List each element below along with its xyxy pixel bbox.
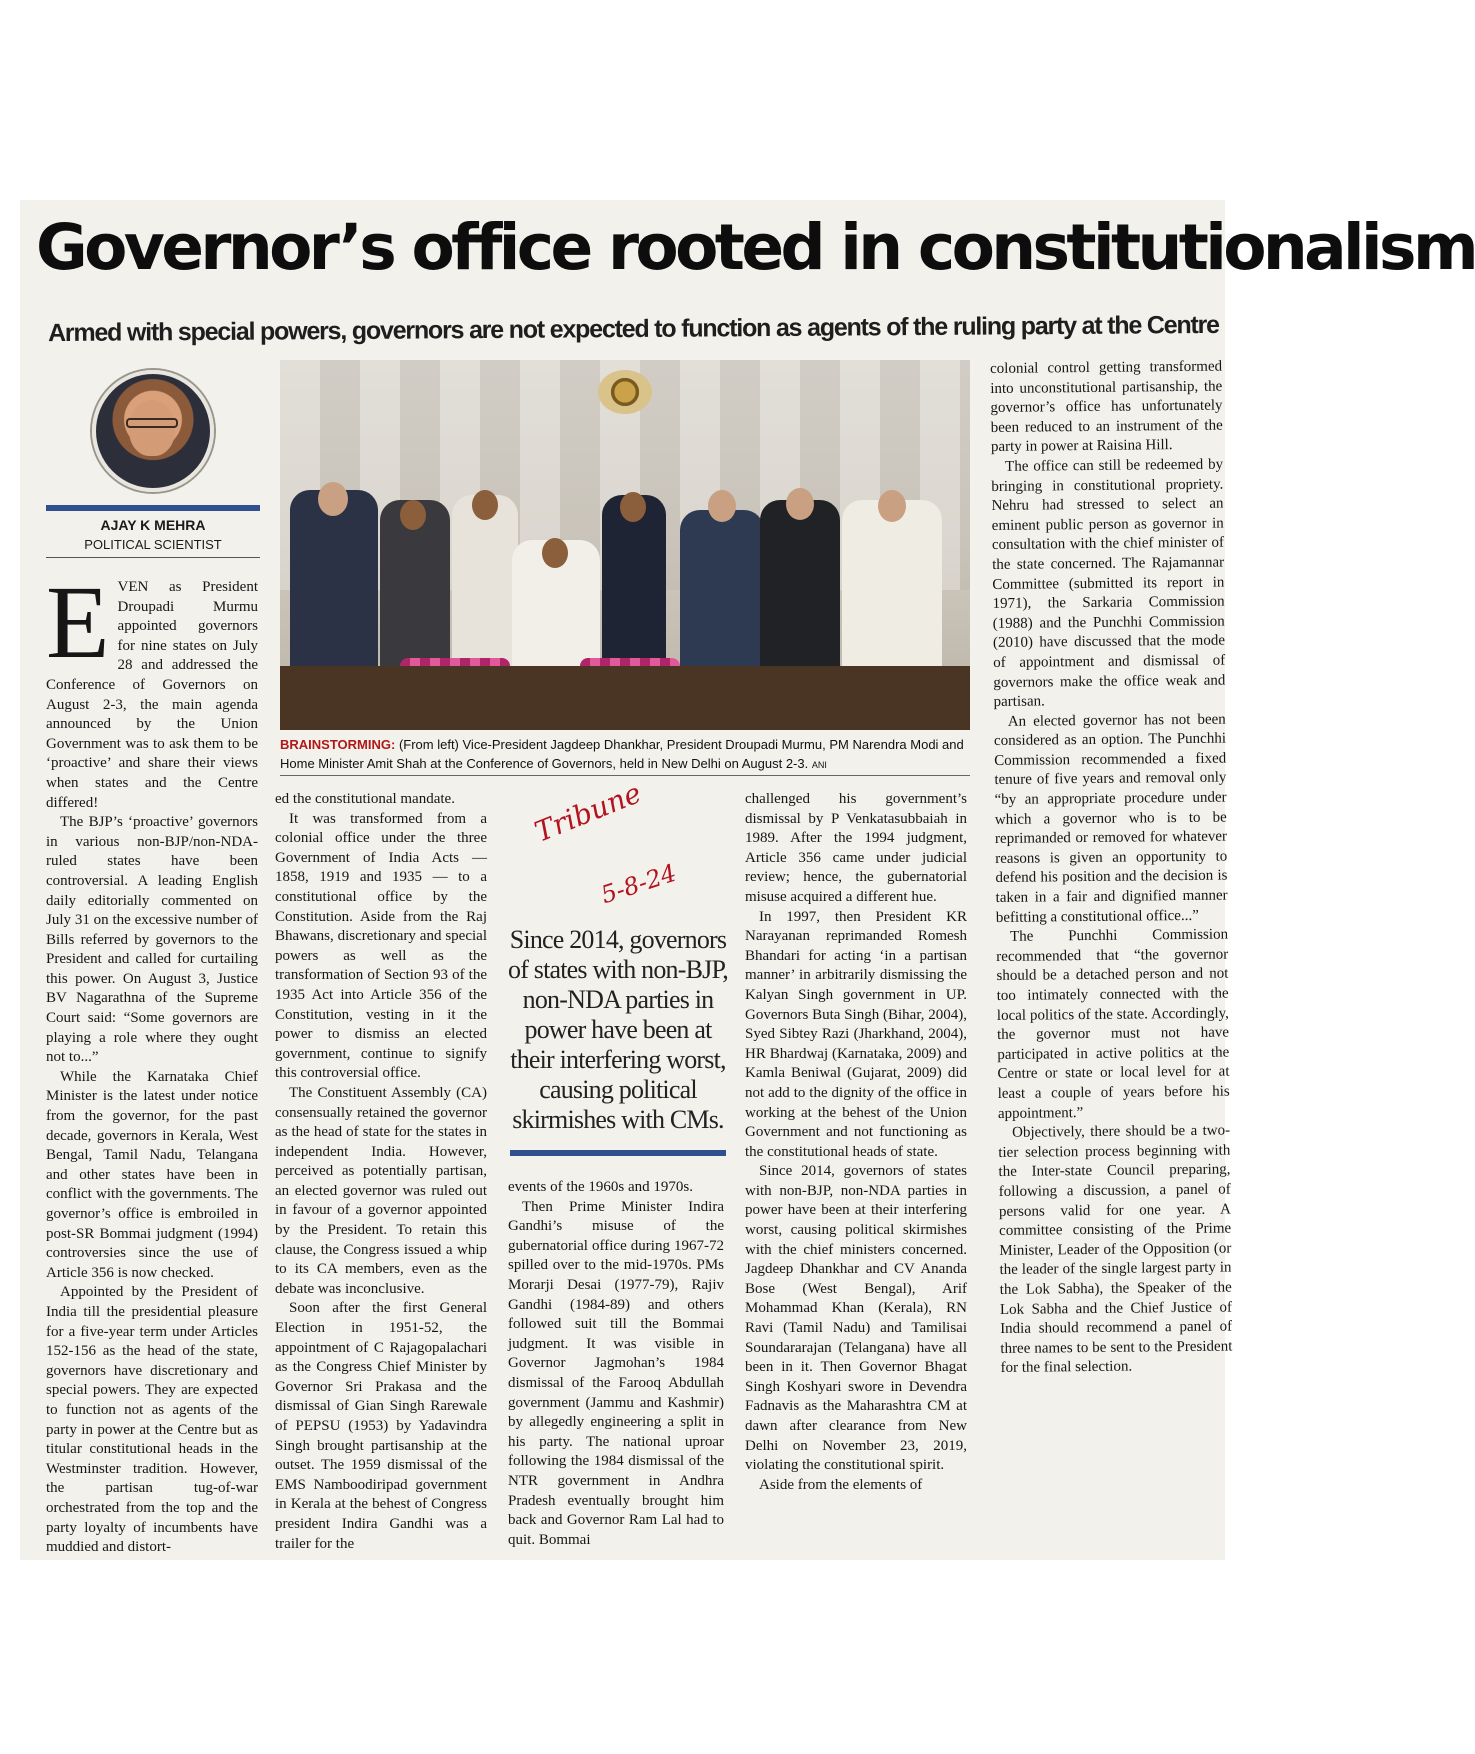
photo-head <box>542 538 568 568</box>
paragraph: The office can still be redeemed by bringing in constitutional propriety. Nehru had stressed to select an eminent public person as governor in consultation with the chief minister of the state concerned. The Rajamannar Committee (submitted its report in 1971), the Sarkaria Commission (1988) and the Punchhi Commission (2010) have discussed that the mode of appointment and dismissal of governors make the office weak and partisan. <box>991 456 1226 711</box>
byline-rule <box>46 505 260 511</box>
caption-text: (From left) Vice-President Jagdeep Dhankhar, President Droupadi Murmu, PM Narendra Modi and Home Minister Amit Shah at the Conference of Governors, held in New Delhi on August 2-3. <box>280 737 964 771</box>
photo-head <box>708 490 736 522</box>
handwritten-publication: Tribune <box>530 776 646 849</box>
paragraph: The Punchhi Commission recommended that “the governor should be a detached person and not too intimately connected with the local politics of the state. Accordingly, the governor must not have participated in active politics at the Centre or state or local level for at least a couple of years before his appointment.” <box>996 926 1230 1122</box>
subheadline: Armed with special powers, governors are not expected to function as agents of the ruling party at the Centre <box>47 310 1219 348</box>
paragraph: An elected governor has not been considered as an option. The Punchhi Commission recommended a fixed tenure of five years and removal only “by an appropriate procedure under which a governor who is to be reprimanded or removed for whatever reasons is given an opportunity to defend his position and the decision is taken in a fair and dignified manner befitting a constitutional office...” <box>993 711 1228 926</box>
photo-person <box>680 510 764 670</box>
paragraph: Soon after the first General Election in 1951-52, the appointment of C Rajagopalachari as the Congress Chief Minister by Governor Sri Prakasa and the dismissal of Gian Singh Rarewale of PEPSU (1953) by Yadavindra Singh brought partisanship at the outset. The 1959 dismissal of the EMS Namboodiripad government in Kerala at the behest of Congress president Indira Gandhi was a trailer for the <box>275 1300 487 1552</box>
pull-quote: Since 2014, governors of states with non-BJP, non-NDA parties in power have been at their interfering worst, causing political skirmishes with CMs. <box>508 925 728 1134</box>
national-emblem <box>598 370 652 414</box>
photo-head <box>620 492 646 522</box>
paragraph: colonial control getting transformed into unconstitutional partisanship, the governor’s office has unfortunately been reduced to an instrument of the party in power at Raisina Hill. <box>990 358 1223 456</box>
conference-desk <box>280 666 970 730</box>
article-column-5 <box>990 358 1233 1379</box>
author-name: AJAY K MEHRA <box>100 517 206 533</box>
photo-credit: ANI <box>811 760 827 770</box>
byline-divider <box>46 557 260 558</box>
photo-person <box>842 500 942 670</box>
drop-cap: E <box>46 565 110 680</box>
paragraph: The Constituent Assembly (CA) consensually retained the governor as the head of state for the states in independent India. However, perceived as potentially partisan, an elected governor was ruled out in favour of a governor appointed by the President. To retain this clause, the Congress issued a whip to its CA members, even as the debate was inconclusive. <box>275 1084 487 1297</box>
author-title: POLITICAL SCIENTIST <box>84 537 222 552</box>
news-photo <box>280 360 970 730</box>
paragraph: While the Karnataka Chief Minister is the latest under notice from the governor, for the past decade, governors in Kerala, West Bengal, Tamil Nadu, Telangana and other states have been in conflict with the governments. The governor’s office is embroiled in post-SR Bommai judgment (1994) controversies since the use of Article 356 is now checked. <box>46 1068 258 1281</box>
photo-head <box>786 488 814 520</box>
photo-head <box>400 500 426 530</box>
caption-tag: BRAINSTORMING: <box>280 737 396 752</box>
paragraph: The BJP’s ‘proactive’ governors in various non-BJP/non-NDA-ruled states have been controversial. A leading English daily editorially commented on July 31 on the excessive number of Bills referred by governors to the President and called for curtailing this power. On August 3, Justice BV Nagarathna of the Supreme Court said: “Some governors are playing a role where they ought not to...” <box>46 814 258 1066</box>
photo-head <box>318 482 348 516</box>
article-column-3 <box>508 1178 724 1550</box>
photo-head <box>472 490 498 520</box>
paragraph: ed the constitutional mandate. <box>275 791 455 807</box>
paragraph: Aside from the elements of <box>759 1476 923 1493</box>
paragraph: It was transformed from a colonial office under the three Government of India Acts — 1858, 1919 and 1935 — to a constitutional office by the Constitution. Aside from the Raj Bhawans, discretionary and special powers as well as the transformation of Section 93 of the 1935 Act into Article 356 of the Constitution, vesting in it the power to dismiss an elected government, continue to signify this controversial office. <box>275 810 487 1082</box>
photo-person <box>290 490 378 670</box>
photo-caption <box>280 735 980 775</box>
article-column-1 <box>46 565 258 1558</box>
photo-person <box>760 500 840 670</box>
paragraph: Appointed by the President of India till the presidential pleasure for a five-year term under Articles 152-156 as the head of the state, governors have discretionary and special powers. They are expected to function not as agents of the party in power at the Centre but as titular constitutional heads in the Westminster tradition. However, the partisan tug-of-war orchestrated from the top and the party loyalty of incumbents have muddied and distort- <box>46 1284 258 1556</box>
photo-person <box>452 495 518 670</box>
author-face <box>129 400 175 456</box>
paragraph: challenged his government’s dismissal by P Venkatasubbaiah in 1989. After the 1994 judgment, Article 356 came under judicial review; hence, the gubernatorial misuse acquired a different hue. <box>745 791 967 905</box>
paragraph: In 1997, then President KR Narayanan reprimanded Romesh Bhandari for acting ‘in a partisan manner’ in arbitrarily dismissing the Kalyan Singh government in UP. Governors Buta Singh (Bihar, 2004), Syed Sibtey Razi (Jharkhand, 2004), HR Bhardwaj (Karnataka, 2009) and Kamla Beniwal (Gujarat, 2009) did not add to the dignity of the office in working at the behest of the Union Government and not functioning as the constitutional heads of state. <box>745 908 967 1160</box>
paragraph: Since 2014, governors of states with non-BJP, non-NDA parties in power have been at their interfering worst, causing political skirmishes with the chief ministers concerned. Jagdeep Dhankhar and CV Ananda Bose (West Bengal), Arif Mohammad Khan (Kerala), RN Ravi (Tamil Nadu) and Tamilisai Soundararajan (Telangana) have all been in it. Then Governor Bhagat Singh Koshyari swore in Devendra Fadnavis as the Maharashtra CM at dawn after clearance from New Delhi on November 23, 2019, violating the constitutional spirit. <box>745 1163 967 1474</box>
article-column-4 <box>745 790 967 1495</box>
pull-quote-rule <box>510 1150 726 1156</box>
author-photo <box>92 370 214 492</box>
paragraph: VEN as President Droupadi Murmu appointed governors for nine states on July 28 and addressed the Conference of Governors on August 2-3, the main agenda announced by the Union Government was to ask them to be ‘proactive’ and share their views when states and the Centre differed! <box>46 579 258 811</box>
handwritten-date: 5-8-24 <box>597 858 680 910</box>
article-column-2 <box>275 790 487 1554</box>
photo-head <box>878 490 906 522</box>
author-glasses <box>126 418 178 428</box>
paragraph: Then Prime Minister Indira Gandhi’s misuse of the gubernatorial office during 1967-72 spilled over to the mid-1970s. PMs Morarji Desai (1977-79), Rajiv Gandhi (1984-89) and others followed suit till the Bommai judgment. It was visible in Governor Jagmohan’s 1984 dismissal of the Farooq Abdullah government (Jammu and Kashmir) by allegedly engineering a split in his party. The national uproar following the 1984 dismissal of the NTR government in Andhra Pradesh eventually brought him back and Governor Ram Lal had to quit. Bommai <box>508 1198 724 1548</box>
headline: Governor’s office rooted in constitutionalism <box>36 211 1475 284</box>
paragraph: Objectively, there should be a two-tier selection process beginning with the Inter-state Council preparing, following a discussion, a panel of persons valid for one year. A committee consisting of the Prime Minister, Leader of the Opposition (or the leader of the single largest party in the Lok Sabha), the Speaker of the Lok Sabha and the Chief Justice of India should recommend a panel of three names to be sent to the President for the final selection. <box>998 1122 1233 1377</box>
caption-rule <box>280 775 970 776</box>
paragraph: events of the 1960s and 1970s. <box>508 1179 693 1195</box>
